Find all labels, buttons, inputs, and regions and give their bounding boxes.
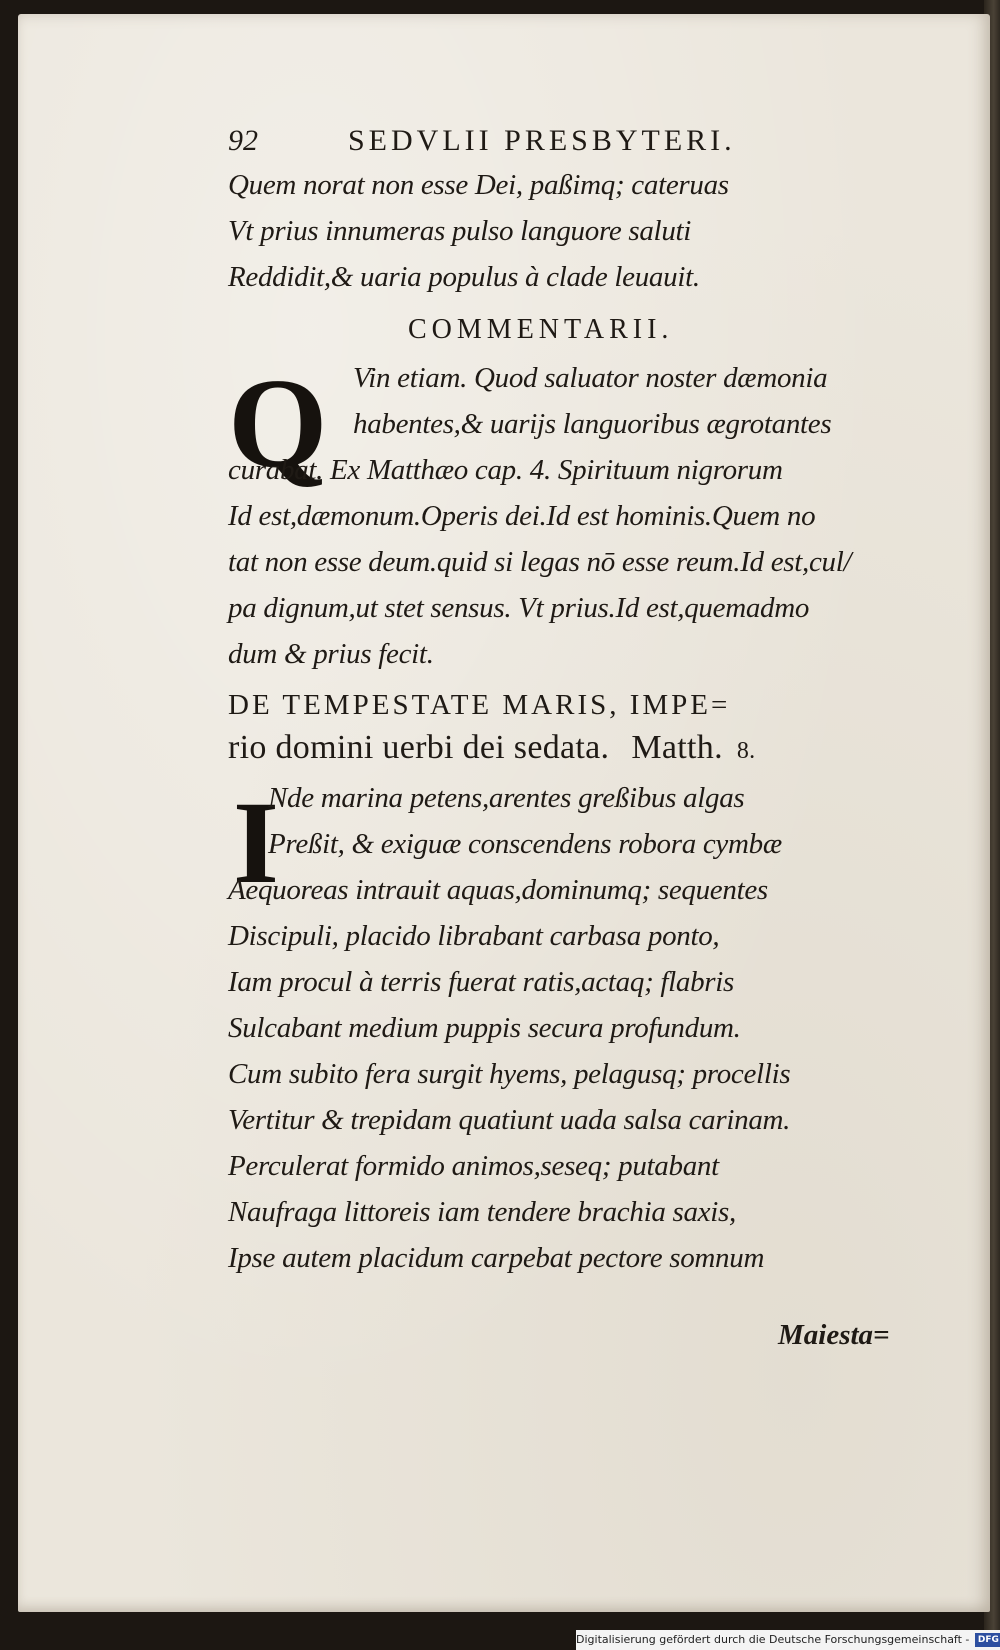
section-title-line2 — [228, 729, 755, 767]
verse-line: Vertitur & trepidam quatiunt uada salsa carinam. — [228, 1104, 791, 1136]
section-title-line1: DE TEMPESTATE MARIS, IMPE= — [228, 689, 731, 721]
commentary-line: curabat. Ex Matthæo cap. 4. Spirituum nigrorum — [228, 454, 783, 486]
catchword: Maiesta= — [778, 1319, 890, 1351]
commentary-line: dum & prius fecit. — [228, 638, 434, 670]
dfg-logo-badge: DFG — [975, 1633, 1000, 1647]
verse-line: Nde marina petens,arentes greßibus algas — [268, 782, 745, 814]
verse-line: Aequoreas intrauit aquas,dominumq; sequentes — [228, 874, 768, 906]
page-number: 92 — [228, 124, 258, 157]
verse-line: Naufraga littoreis iam tendere brachia saxis, — [228, 1196, 736, 1228]
verse-line: Discipuli, placido librabant carbasa ponto, — [228, 920, 720, 952]
verse-line: Iam procul à terris fuerat ratis,actaq; flabris — [228, 966, 735, 998]
verse-line: Sulcabant medium puppis secura profundum. — [228, 1012, 741, 1044]
dropcap-q: Q — [228, 352, 328, 494]
footer-text: Digitalisierung gefördert durch die Deutsche Forschungsgemeinschaft - — [576, 1633, 970, 1646]
verse-line: Preßit, & exiguæ conscendens robora cymbæ — [268, 828, 782, 860]
section-title-ref: Matth. — [631, 729, 723, 766]
verse-top-line: Vt prius innumeras pulso languore saluti — [228, 215, 692, 247]
running-title: SEDVLII PRESBYTERI. — [348, 124, 736, 157]
book-page — [18, 14, 990, 1612]
commentary-line: Id est,dæmonum.Operis dei.Id est hominis.Quem no — [228, 500, 816, 532]
commentary-line: Vin etiam. Quod saluator noster dæmonia — [353, 362, 828, 394]
section-title-chapter: 8. — [736, 738, 756, 764]
dropcap-i: I — [233, 777, 279, 908]
digitization-footer — [576, 1630, 1000, 1650]
verse-top-line: Quem norat non esse Dei, paßimq; cateruas — [228, 169, 729, 201]
verse-top-line: Reddidit,& uaria populus à clade leuauit. — [228, 261, 700, 293]
commentary-line: habentes,& uarijs languoribus ægrotantes — [353, 408, 832, 440]
commentary-line: tat non esse deum.quid si legas nō esse reum.Id est,cul/ — [228, 546, 852, 578]
show-through-bleed — [948, 164, 998, 1314]
commentary-line: pa dignum,ut stet sensus. Vt prius.Id est,quemadmo — [228, 592, 810, 624]
commentary-heading: COMMENTARII. — [408, 314, 674, 345]
verse-line: Perculerat formido animos,seseq; putabant — [228, 1150, 719, 1182]
section-title-text: rio domini uerbi dei sedata. — [228, 729, 610, 766]
verse-line: Cum subito fera surgit hyems, pelagusq; procellis — [228, 1058, 791, 1090]
verse-line: Ipse autem placidum carpebat pectore somnum — [228, 1242, 765, 1274]
